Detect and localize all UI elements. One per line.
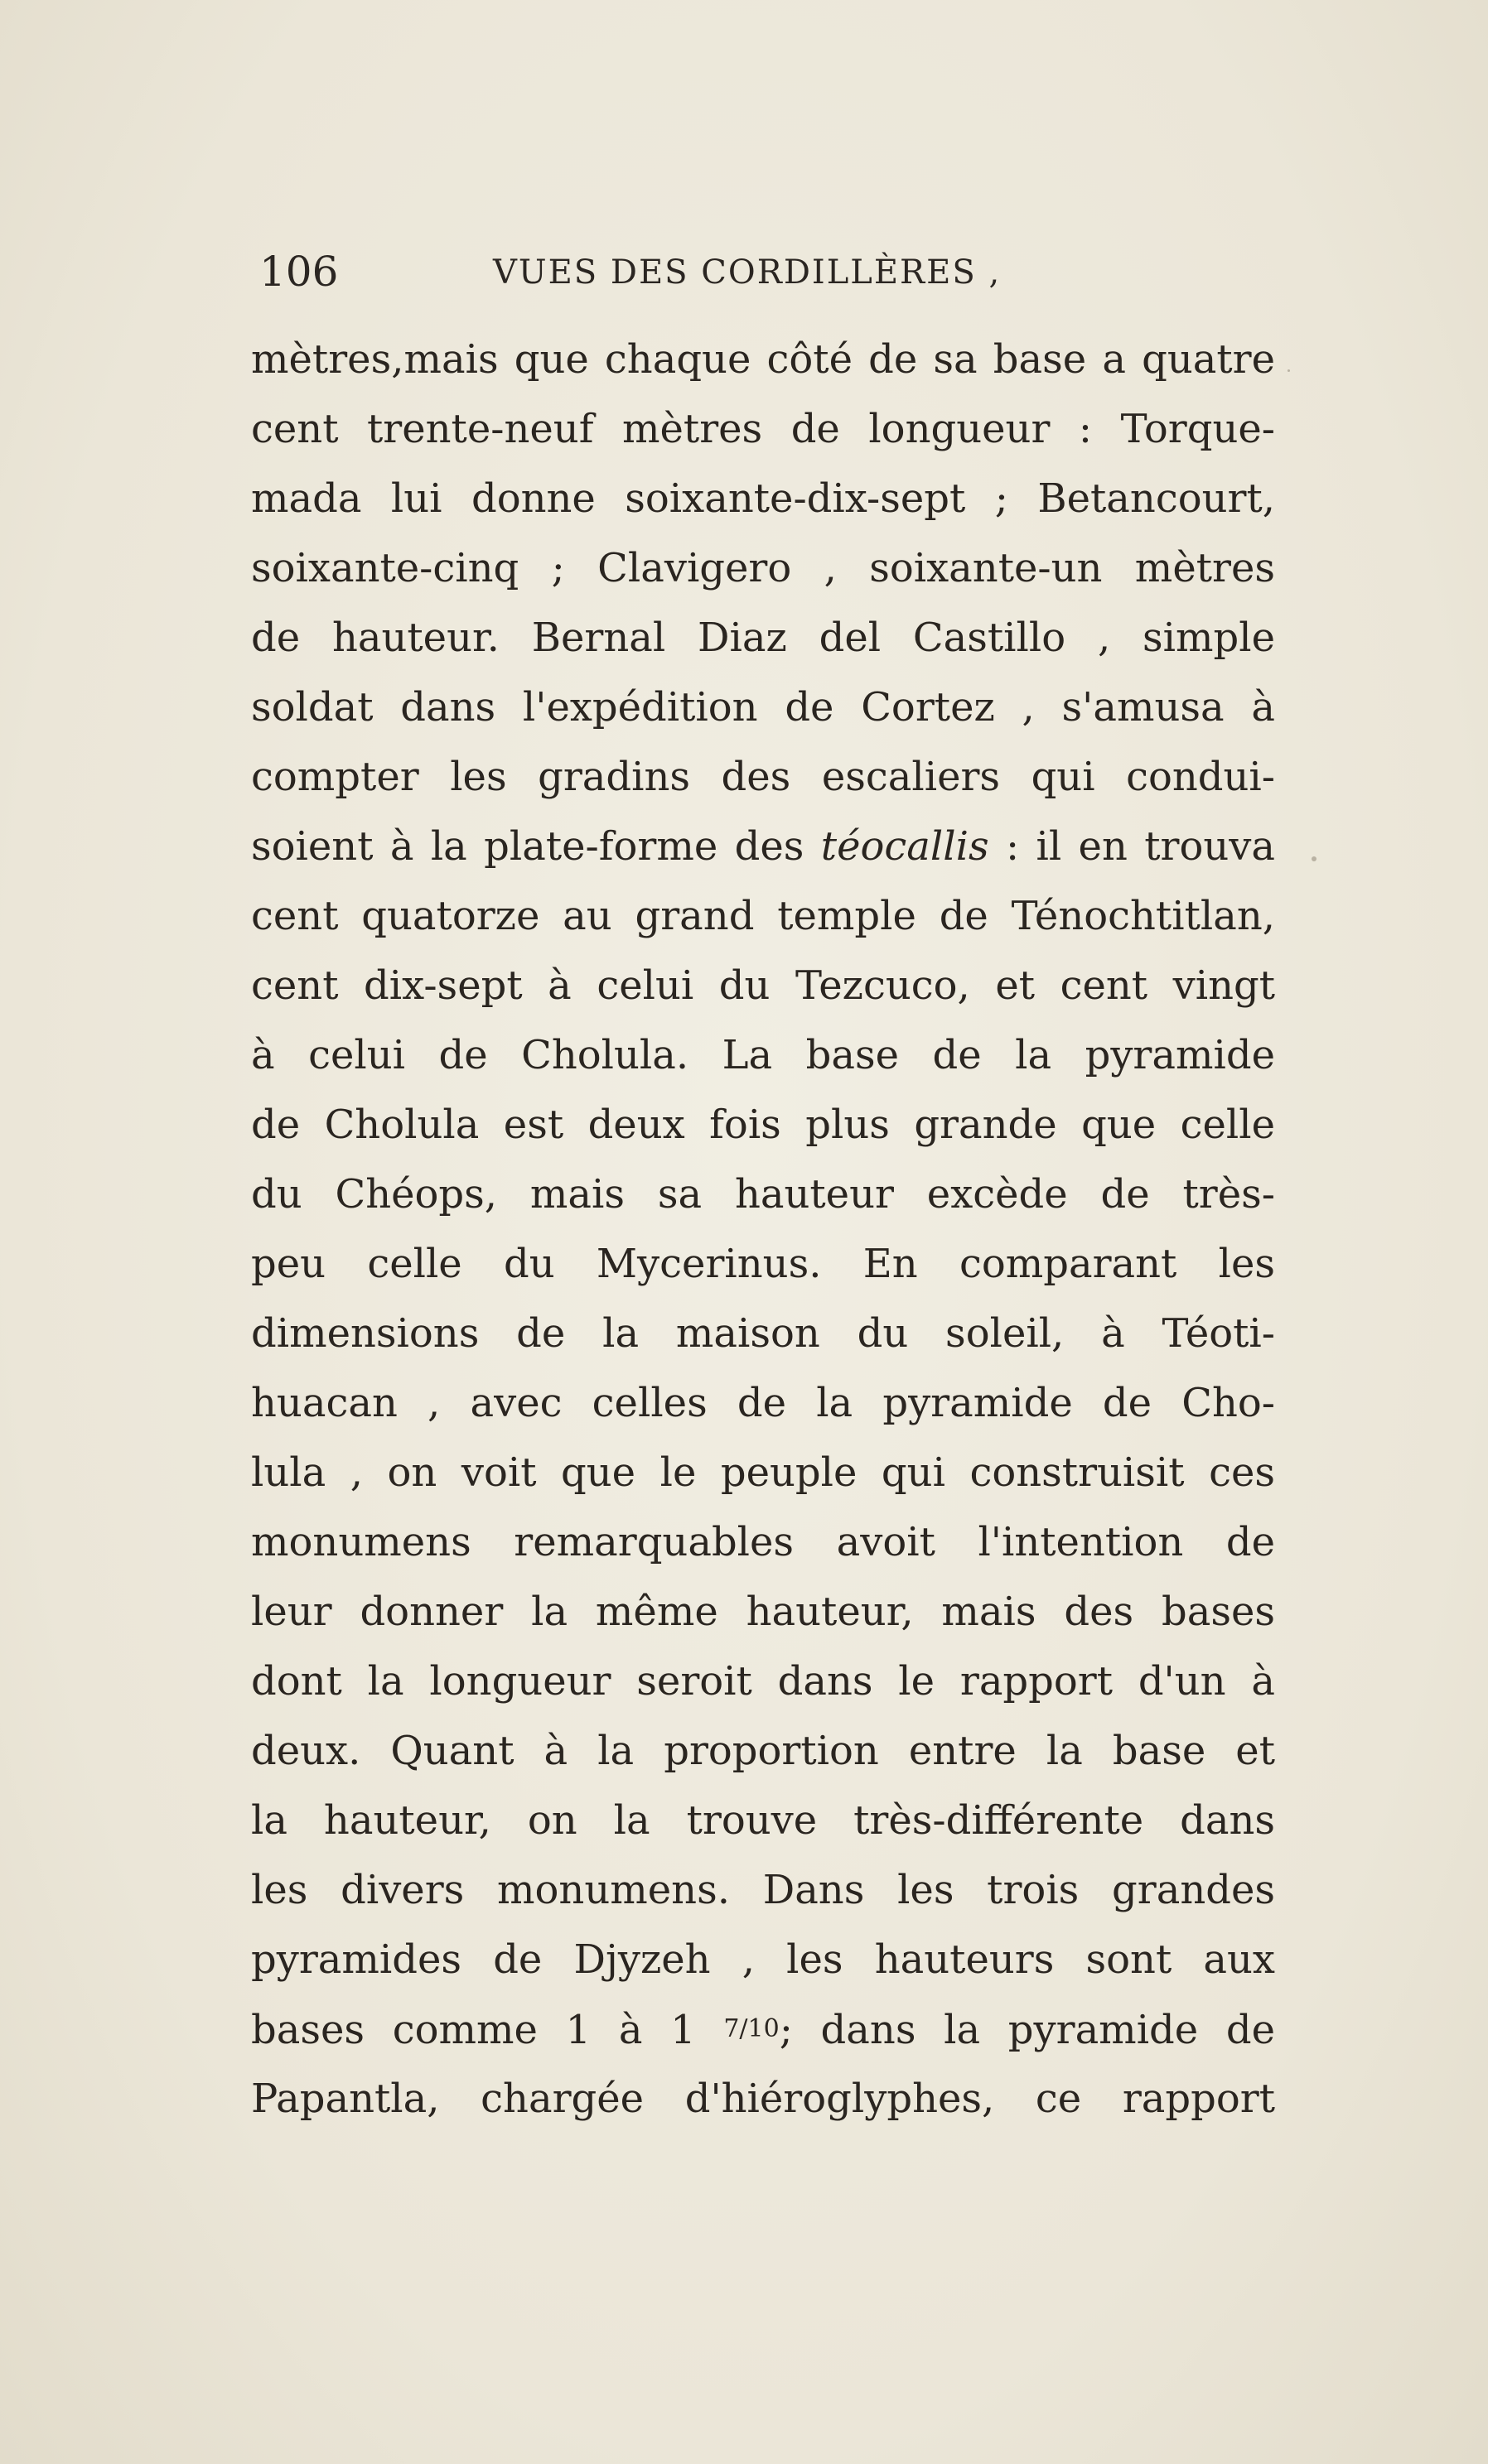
text-line: mada lui donne soixante-dix-sept ; Betancourt,	[251, 475, 1275, 522]
text-line: monumens remarquables avoit l'intention de	[251, 1519, 1275, 1565]
paper-speck	[1288, 369, 1290, 372]
line-segment: soient à la plate-forme des	[251, 823, 821, 870]
text-line: Papantla, chargée d'hiéroglyphes, ce rapport	[251, 2076, 1275, 2122]
page-number: 106	[259, 248, 339, 296]
text-line: dimensions de la maison du soleil, à Téoti-	[251, 1310, 1275, 1357]
fraction: 7/10	[723, 2014, 780, 2043]
text-line: cent dix-sept à celui du Tezcuco, et cent vingt	[251, 962, 1275, 1009]
text-line: huacan , avec celles de la pyramide de Cho-	[251, 1380, 1275, 1426]
text-line: cent trente-neuf mètres de longueur : Torque-	[251, 406, 1275, 452]
text-line: soixante-cinq ; Clavigero , soixante-un mètres	[251, 545, 1275, 591]
text-line: mètres,mais que chaque côté de sa base a quatre	[251, 336, 1275, 383]
line-segment: : il en trouva	[988, 823, 1275, 870]
text-line: compter les gradins des escaliers qui condui-	[251, 754, 1275, 800]
paper-speck	[1312, 856, 1316, 861]
text-line: à celui de Cholula. La base de la pyramide	[251, 1032, 1275, 1078]
text-line: du Chéops, mais sa hauteur excède de très-	[251, 1171, 1275, 1218]
text-line-with-italic	[251, 812, 1275, 881]
text-line: deux. Quant à la proportion entre la base et	[251, 1728, 1275, 1774]
text-line: de hauteur. Bernal Diaz del Castillo , simple	[251, 615, 1275, 661]
line-segment: bases comme 1 à 1	[251, 2007, 724, 2053]
text-line: de Cholula est deux fois plus grande que celle	[251, 1102, 1275, 1148]
text-line: pyramides de Djyzeh , les hauteurs sont aux	[251, 1936, 1275, 1983]
text-line-with-fraction	[251, 1994, 1275, 2064]
text-line: peu celle du Mycerinus. En comparant les	[251, 1241, 1275, 1287]
text-line: leur donner la même hauteur, mais des bases	[251, 1589, 1275, 1635]
body-text	[251, 325, 1275, 2134]
text-line: la hauteur, on la trouve très-différente dans	[251, 1797, 1275, 1844]
text-line: les divers monumens. Dans les trois grandes	[251, 1867, 1275, 1913]
text-line: dont la longueur seroit dans le rapport d'un à	[251, 1658, 1275, 1705]
running-title: VUES DES CORDILLÈRES ,	[493, 253, 1002, 292]
text-line: cent quatorze au grand temple de Ténochtitlan,	[251, 893, 1275, 939]
text-line: soldat dans l'expédition de Cortez , s'amusa à	[251, 684, 1275, 731]
italic-term: téocallis	[820, 823, 989, 870]
line-segment: ; dans la pyramide de	[779, 2007, 1275, 2053]
text-line: lula , on voit que le peuple qui construisit ces	[251, 1449, 1275, 1496]
page-header	[259, 247, 1270, 297]
